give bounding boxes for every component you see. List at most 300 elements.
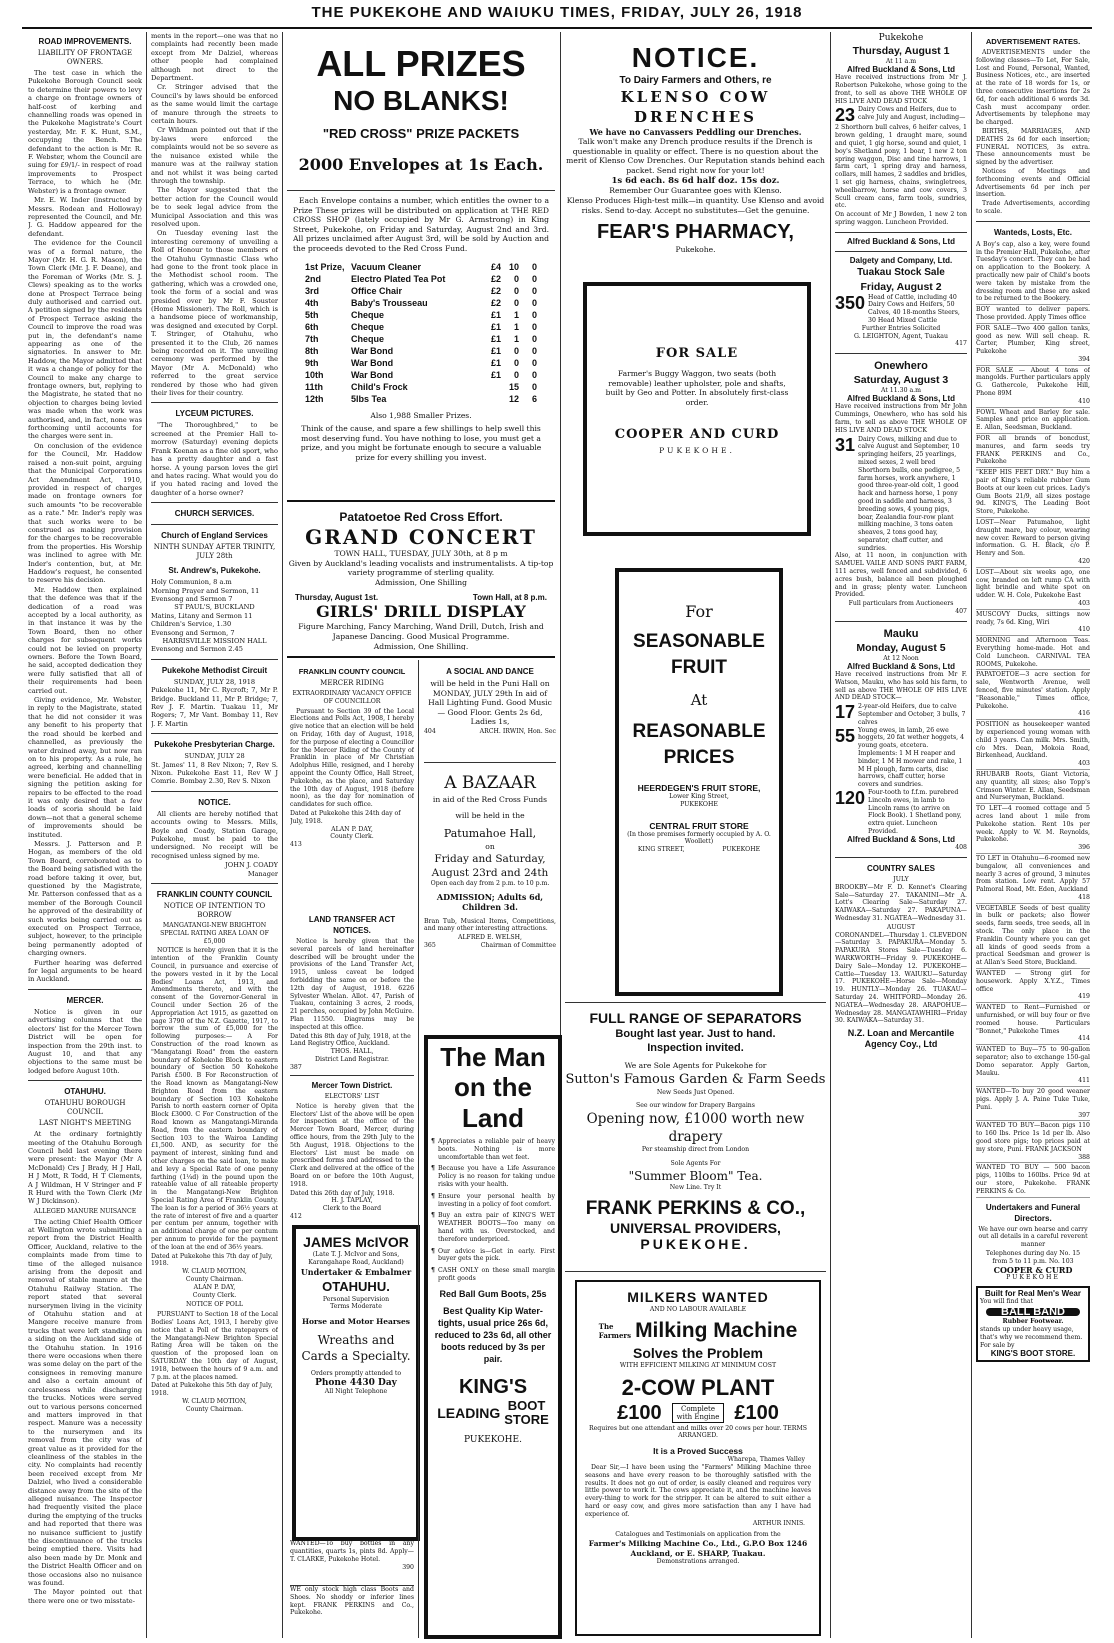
ballband-logo: BALL BAND xyxy=(986,1308,1080,1316)
article-paragraph: On conclusion of the evidence for the Council, Mr. Haddow raised a non-suit point, arguing that the Municipal Corporations Act Amendment Act, 1910, provided in respect of charges made on frontage owners for such amounts "to be recoverable as a rate." Mr. Inder's reply was that such works were to be construed as making provision for the charges to be recoverable from the properties. His Worship was inclined to agree with Mr. Inder's contention, but, at Mr. Haddow's request, he consented to reserve his decision. xyxy=(28,441,142,585)
milking-title: Milking Machine xyxy=(635,1318,798,1342)
article-paragraph: At the ordinary fortnightly meeting of the Otahuhu Borough Council held last evening there were present: the Mayor (Mr A McDonald) Crs J Brady, H J Hall, H J Mott, R Todd, H T Clements, A J Wildman, H V Stringer and F R Hurd with the Town Clerk (Mr W J Dickinson). xyxy=(28,1130,142,1206)
prizes-foot: Think of the cause, and spare a few shillings to help swell this most deserving fund. You have nothing to lose, you must get a prize, and you might be fortunate enough to secure a valuable prize for every shilling you invest. xyxy=(300,424,542,462)
prize-value-l: £2 xyxy=(490,297,501,308)
ad-number: 411 xyxy=(1078,1077,1090,1085)
franklin-subheading: MANGATANGI-NEW BRIGHTON SPECIAL RATING AREA LOAN OF £5,000 xyxy=(160,922,269,945)
divider xyxy=(976,221,1090,222)
pilcrow-icon: ¶ xyxy=(431,1247,435,1255)
milking-catalogue: Catalogues and Testimonials on application from the xyxy=(615,1531,781,1539)
klenso-guarantee: Remember Our Guarantee goes with Klenso. xyxy=(609,186,782,196)
franklin-signature: W. CLAUD MOTION, xyxy=(182,1268,247,1276)
drapery-steamship: Per steamship direct from London xyxy=(641,1146,750,1154)
forsale-firm: COOPER AND CURD xyxy=(614,427,780,443)
klenso-sub: To Dairy Farmers and Others, re xyxy=(619,75,772,86)
divider xyxy=(835,621,967,622)
man-points xyxy=(431,1138,555,1283)
prize-label xyxy=(305,285,402,297)
prize-row xyxy=(305,357,537,369)
mcivor-night: All Night Telephone xyxy=(324,1387,388,1395)
prize-value xyxy=(483,357,537,369)
prize-place: 6th xyxy=(305,321,319,332)
prize-value xyxy=(483,381,537,393)
ball-band-ad xyxy=(976,1286,1090,1362)
separators-line: Inspection invited. xyxy=(647,1042,744,1054)
prize-value-s: 10 xyxy=(508,261,519,272)
prize-place: 7th xyxy=(305,333,319,344)
classified-ad xyxy=(976,720,1090,770)
fruit-footer xyxy=(619,846,779,854)
article-paragraph: "The Thoroughbred," to be screened at the Premier Hall to-morrow (Saturday) evening depicts Frank Keenan as a fine old sport, who has a pretty daughter and a fast horse. A young parson loves the girl and hates racing. What would you do if you hated racing and loved the daughter of a horse owner? xyxy=(151,421,278,497)
prize-place: 12th xyxy=(305,393,324,404)
drapery-window: See our window for Drapery Bargains xyxy=(636,1102,755,1110)
pilcrow-icon: ¶ xyxy=(431,1212,435,1220)
man-point: Because you have a Life Assurance Policy is no reason for taking undue risks with your health. ¶ xyxy=(431,1165,555,1188)
article-paragraph: Mr. E. W. Inder (instructed by Messrs. Rodean and Holloway) represented the Council, and Mr. J. G. Haddow appeared for the defendant. xyxy=(28,196,142,238)
pharmacy-name: FEAR'S PHARMACY, xyxy=(597,221,794,244)
lot-description: 2-year-old Heifers, due to calve September and October, 3 bulls, 7 calves xyxy=(858,703,966,726)
poll-heading: NOTICE OF POLL xyxy=(185,1301,244,1309)
column-rule xyxy=(418,660,419,1638)
auction-lot xyxy=(835,294,967,325)
milking-letter-place: Wharepa, Thames Valley xyxy=(727,1456,805,1464)
land-transfer-sig: THOS. HALL, xyxy=(330,1048,374,1056)
prize-name: Vacuum Cleaner xyxy=(351,261,422,272)
sutton-seeds: Sutton's Famous Garden & Farm Seeds xyxy=(565,1071,826,1087)
auction-firm: Alfred Buckland & Sons, Ltd xyxy=(846,393,955,403)
article-paragraph: Messrs. J. Patterson and P. Hogan, as members of the old Town Board, corroborated as to the Board being satisfied with the road before taking it over, but, questioned by the Magistrate, Mr. Patterson confessed that as a member of the Borough Council he approved of the desirability of such works being carried out as executed on Prospect Terrace, subject, however, to the principle being permanently adopted of charging owners. xyxy=(28,839,142,958)
auction-day: Friday, August 2 xyxy=(860,280,942,293)
prize-label xyxy=(305,321,384,333)
divider xyxy=(287,656,555,658)
service-line: HARRISVILLE MISSION HALL xyxy=(162,636,267,645)
milkers-heading: MILKERS WANTED xyxy=(627,1289,769,1305)
prize-value-l: £1 xyxy=(490,357,501,368)
prizes-subtitle: "RED CROSS" PRIZE PACKETS xyxy=(322,126,520,141)
classified-text: TO LET—4 roomed cottage and 5 acres land about 1 mile from Pukekohe station. Rent 10s per week. Apply to W. M. Reynolds, Pukekohe. xyxy=(976,805,1090,844)
divider xyxy=(835,857,967,858)
classified-ad xyxy=(976,366,1090,408)
divider xyxy=(287,190,555,191)
milking-complete-box xyxy=(672,1403,725,1423)
prize-value-l: £1 xyxy=(490,369,501,380)
ad-number: 419 xyxy=(1078,993,1090,1001)
mcivor-terms: Terms Moderate xyxy=(330,1303,382,1311)
fruit-fruit: FRUIT xyxy=(671,657,727,678)
milking-price: £100 xyxy=(734,1401,779,1424)
prize-row xyxy=(305,369,537,381)
column-1 xyxy=(28,32,142,1638)
prize-value-d: 0 xyxy=(531,261,537,272)
mercer-electors-sub: ELECTORS' LIST xyxy=(324,1093,380,1100)
service-line: Evensong and Sermon 2.45 xyxy=(151,645,243,654)
boot-text: BOOT xyxy=(507,1397,546,1413)
prize-value-l: £1 xyxy=(490,321,501,332)
poll-role: County Chairman. xyxy=(185,1405,244,1413)
masthead: THE PUKEKOHE AND WAIUKU TIMES, FRIDAY, JULY 26, 1918 xyxy=(311,4,803,21)
auction-day: Thursday, August 1 xyxy=(852,45,950,57)
milking-plant: 2-COW PLANT xyxy=(621,1374,775,1400)
franklin-subheading: NOTICE OF INTENTION TO BORROW xyxy=(163,902,266,920)
mcivor-trade: Undertaker & Embalmer xyxy=(300,1266,412,1277)
wanteds-heading: Wanteds, Losts, Etc. xyxy=(994,227,1072,237)
prize-value-s: 1 xyxy=(513,321,519,332)
undertakers-phone: Telephones during day No. 15 xyxy=(985,1249,1081,1257)
classified-ad xyxy=(976,1163,1090,1197)
fruit-at: At xyxy=(690,691,708,709)
prize-place: 2nd xyxy=(305,273,322,284)
dalgety-name: Dalgety and Company, Ltd. xyxy=(849,256,953,266)
classified-text: WANTED to Buy—75 to 90-gallon separator; also to exchange 150-gal Domo separator. Apply Garton, Mauku. xyxy=(976,1046,1090,1077)
bazaar-line: in aid of the Red Cross Funds xyxy=(432,795,548,804)
engine-text: with Engine xyxy=(676,1413,720,1422)
forsale-body: Farmer's Buggy Waggon, two seats (both removable) leather upholster, pole and shafts, built by Geo and Potter. In absolutely first-class order. xyxy=(605,369,789,407)
prize-label xyxy=(305,309,384,321)
bazaar-place: Patumahoe Hall, xyxy=(443,827,537,841)
divider xyxy=(835,251,967,252)
land-transfer-notice xyxy=(290,910,414,1070)
man-title: Land xyxy=(461,1103,525,1133)
fruit-addr2: (In those premises formerly occupied by A. O. Woollett) xyxy=(627,830,771,846)
auction-instructions: Have received instructions from Mr John Cummings, Onewhero, who has sold his farm, to sell as above THE WHOLE OF HIS LIVE AND DEAD STOCK xyxy=(835,403,967,434)
prize-value-d: 0 xyxy=(531,381,537,392)
tea-bloom: "Summer Bloom" Tea. xyxy=(628,1168,763,1183)
franklin-text: NOTICE is hereby given that it is the intention of the Franklin County Council, in pursuance and exercise of the powers vested in it by the Local Bodies' Loans Act, 1913, and Amendments thereto, and with the consent of the Governor-General in Council under Section 26 of the Appropriation Act 1915, as gazetted on page 3790 of the N.Z. Gazette, 1917, to borrow the sum of £5,000 for the following purposes:— A For Construction of the road known as "Mangatangi Road" from the eastern boundary of Kohekohe Block to eastern boundary of Section 50 Kohekohe Parish £500. B For Reconstruction of the Road known as Mangatangi-New Brighton Road from the eastern boundary of Section 103 Kohekohe Parish to north eastern corner of Opita Block £3000. C For Construction of the Road known as Mangatangi-Miranda Road, from the eastern boundary of Section 103 to the Wairoa Landing £1,500. AND, as security for the payment of interest, sinking fund and other charges on the said loan, to make and levy a Special Rate of one penny farthing (1¼d) in the pound upon the rateable value of all rateable property in the Mangatangi-New Brighton Special Rating Area of Franklin County. The loan is for a period of 36½ years at the rate of interest of five and a quarter per centum per annum, together with an additional charge of one per centum per annum to provide for the payment of the loan at the end of 36½ years. xyxy=(151,947,278,1251)
fruit-town1: PUKEKOHE xyxy=(680,800,718,808)
prize-name: Baby's Trousseau xyxy=(351,297,428,308)
heading-church: CHURCH SERVICES. xyxy=(174,509,255,519)
prize-place: 3rd xyxy=(305,285,320,296)
mcivor-supervision: Personal Supervision xyxy=(322,1295,390,1303)
heading-st-andrews: St. Andrew's, Pukekohe. xyxy=(168,566,261,576)
store-text: STORE xyxy=(504,1411,549,1427)
mcivor-orders: Orders promptly attended to xyxy=(310,1370,402,1378)
classified-text: BOY wanted to deliver papers. Those provided. Apply Times office xyxy=(976,306,1090,321)
heading-cofe: Church of England Services xyxy=(161,531,268,541)
land-transfer-role: District Land Registrar. xyxy=(315,1055,389,1063)
auction-town: Onewhero xyxy=(874,360,928,373)
auction-town: Pukekohe xyxy=(878,33,924,43)
man-title: The Man xyxy=(440,1042,546,1072)
milking-company: Farmer's Milking Machine Co., Ltd., G.P.O Box 1246 Auckland, or E. SHARP, Tuakau. xyxy=(588,1539,808,1558)
ad-number: 410 xyxy=(1078,397,1090,405)
classified-text: MUSCOVY Ducks, sittings now ready, 7s 6d. King, Wiri xyxy=(976,610,1090,626)
prize-value-d: 0 xyxy=(531,333,537,344)
prize-value-l: £1 xyxy=(490,309,501,320)
classified-ad xyxy=(976,434,1090,468)
fruit-store2: CENTRAL FRUIT STORE xyxy=(649,820,749,831)
bazaar-line: will be held in the xyxy=(455,810,525,820)
pilcrow-icon: ¶ xyxy=(431,1267,435,1275)
klenso-notice: NOTICE. xyxy=(631,42,760,73)
subheading-liability: LIABILITY OF FRONTAGE OWNERS. xyxy=(37,49,133,66)
separators-line: Bought last year. Just to hand. xyxy=(615,1028,776,1040)
prize-value xyxy=(483,309,537,321)
poll-date: Dated at Pukekohe this 5th day of July, 1918. xyxy=(151,1382,273,1398)
fruit-town2: PUKEKOHE xyxy=(722,846,761,854)
mcivor-wreaths: Wreaths and Cards a Specialty. xyxy=(301,1333,411,1364)
classified-text: FOR all brands of boncdust, manures, and farm seeds try FRANK PERKINS and Co., Pukekohe xyxy=(976,435,1090,466)
ballband-heading: Built for Real Men's Wear xyxy=(985,1288,1081,1298)
concert-body: Given by Auckland's leading vocalists and instrumentalists. A tip-top variety programme of sterling quality. xyxy=(288,558,554,578)
milking-solves: Solves the Problem xyxy=(633,1344,763,1361)
classified-text: WANTED — Strong girl for housework. Apply X.Y.Z., Times office xyxy=(976,970,1090,993)
classified-ad xyxy=(976,610,1090,636)
rates-body: ADVERTISEMENTS under the following classes—To Let, For Sale, Lost and Found, Personal, Wanted, Business Notices, etc., are inserted at the rate of 18 words for 1s, or three consecutive insertions for 2s 6d, for each additional 6 words 3d. Cash must accompany order. Advertisements by telephone may be charged. xyxy=(976,49,1090,127)
classified-ad xyxy=(976,1087,1090,1121)
column-rule xyxy=(971,32,972,1638)
prize-value-s: 0 xyxy=(513,345,519,356)
ad-number: 408 xyxy=(955,844,967,852)
kip-offer: Best Quality Kip Water-tights, usual price 26s 6d, reduced to 23s 6d, all other boots reduced by 3s per pair. xyxy=(434,1305,552,1364)
sales-month: AUGUST xyxy=(886,923,916,931)
mcivor-phone: Phone 4430 Day xyxy=(315,1377,397,1388)
ad-number: 365 xyxy=(424,941,436,949)
ballband-body: stands up under heavy usage, that's why we recommend them. xyxy=(980,1326,1083,1341)
sales-list: BROOKBY—Mr F. D. Kennet's Clearing Sale—Saturday 27. TAKANINI—Mr A. Lott's Clearing Sale—Saturday 27. KAIWAKA—Saturday 27. PAKAPUNA—Wednesday 31. NGATEA—Wednesday 31. xyxy=(835,883,967,922)
lot-number: 55 xyxy=(835,725,856,746)
classified-ad xyxy=(976,854,1090,904)
prize-value-s: 0 xyxy=(513,273,519,284)
wanted-list xyxy=(976,240,1090,1198)
prize-place: 10th xyxy=(305,369,324,380)
ad-number: 403 xyxy=(1078,600,1090,607)
milking-title-pre xyxy=(599,1322,631,1340)
ad-number: 420 xyxy=(1078,558,1090,566)
undertakers-night: from 5 to 11 p.m. No. 103 xyxy=(992,1257,1074,1265)
prize-name: Electro Plated Tea Pot xyxy=(351,273,446,284)
prize-packets-ad xyxy=(287,36,555,496)
mercer-electors-role: Clerk to the Board xyxy=(322,1205,382,1213)
divider xyxy=(151,733,278,734)
kings-town: PUKEKOHE. xyxy=(464,1434,522,1445)
article-paragraph: Notice is given in our advertising columns that the electors' list for the Mercer Town District will be open for inspection from the 29th inst. to August 10, and that any objections to the same must be lodged before August 10th. xyxy=(28,1007,142,1075)
drill-place: Town Hall, at 8 p.m. xyxy=(472,593,547,603)
article-paragraph: The Mayor pointed out that there were one or two misstate- xyxy=(28,1588,142,1605)
prize-value-d: 0 xyxy=(531,273,537,284)
auction-also: Also, at 11 noon, in conjunction with SAMUEL VAILE AND SONS PART FARM, 111 acres, well fenced and subdivided, 6 acres bush, balance all been ploughed and in grass; plenty water. Luncheon Provided. xyxy=(835,552,967,599)
prize-place: 11th xyxy=(305,381,324,392)
classified-text: FOWL Wheat and Barley for sale. Samples and price on application. E. Allan, Seedsman, Buckland. xyxy=(976,408,1090,432)
sutton-agents: We are Sole Agents for Pukekohe for xyxy=(624,1061,767,1070)
undertakers-body: We have our own hearse and carry out all details in a careful reverent manner xyxy=(978,1225,1088,1249)
service-line: Morning Prayer and Sermon, 11 xyxy=(151,586,260,595)
prize-label xyxy=(305,381,408,393)
lot-number: 23 xyxy=(835,105,856,126)
prize-label xyxy=(305,261,421,273)
column-2 xyxy=(151,32,278,1638)
auction-firm: Alfred Buckland & Sons, Ltd xyxy=(846,236,955,246)
prize-name: 5lbs Tea xyxy=(351,393,387,404)
prize-value-d: 0 xyxy=(531,285,537,296)
presbyterian-services: St. James' 11, 8 Rev Nixon; 7, Rev S. Nixon. Pukekohe East 11, Rev W J Comrie. Bombay 2.30, Rev S. Nixon xyxy=(151,760,278,786)
fruit-prices: PRICES xyxy=(663,747,735,768)
divider xyxy=(151,524,278,525)
mercer-riding-heading: FRANKLIN COUNTY COUNCIL xyxy=(298,667,406,676)
bazaar-admission: ADMISSION; Adults 6d, Children 3d. xyxy=(436,891,544,912)
auction-time: At 11 a.m xyxy=(885,58,917,65)
tuakau-sale: Tuakau Stock Sale xyxy=(857,266,945,278)
prize-label xyxy=(305,273,445,285)
pilcrow-icon: ¶ xyxy=(431,1165,435,1173)
heading-otahuhu: OTAHUHU. xyxy=(64,1087,106,1097)
service-line: ST PAUL'S, BUCKLAND xyxy=(174,603,255,612)
ad-number: 396 xyxy=(1078,844,1090,852)
presbyterian-date: SUNDAY, JULY 28 xyxy=(184,752,245,761)
prize-name: Cheque xyxy=(351,309,385,320)
milking-letter-sig: ARTHUR INNIS. xyxy=(752,1519,805,1527)
lot-description: Head of Cattle, including 40 Dairy Cows and Heifers, 50 Calves, 40 18-months Steers, 30 Head Mixed Cattle xyxy=(868,293,960,324)
subheading-council: OTAHUHU BOROUGH COUNCIL xyxy=(44,1099,126,1117)
classified-ad xyxy=(976,904,1090,969)
divider xyxy=(151,502,278,503)
prize-value xyxy=(483,285,537,297)
column-rule xyxy=(282,32,283,1638)
divider xyxy=(835,353,967,354)
prize-name: War Bond xyxy=(351,369,394,380)
classified-ad xyxy=(976,240,1090,305)
buggy-for-sale-ad xyxy=(583,282,811,536)
prize-value xyxy=(483,273,537,285)
mcivor-hearses: Horse and Motor Hearses xyxy=(301,1317,411,1327)
classified-text: FOR SALE—Two 400 gallon tanks, good as new. Will sell cheap. R. Carter, Plumber, King street, Pukekohe xyxy=(976,324,1090,356)
wanted-bottles-ad xyxy=(290,1540,414,1580)
prize-row xyxy=(305,261,537,273)
classified-ad xyxy=(976,804,1090,854)
methodist-services: Pukekohe 11, Mr C. Rycroft; 7, Mr P. Bridge. Buckland 11, Mr P. Bridge; 7, Rev J. F. Martin. Tuakau 11, Mr Rogers; 7, Mr Vant. Bombay 11, Rev J. F. Martin xyxy=(151,686,278,728)
ballband-find: You will find that xyxy=(980,1298,1034,1306)
prize-label xyxy=(305,333,384,345)
mcivor-late: (Late T. J. McIvor and Sons, Karangahape Road, Auckland) xyxy=(308,1251,404,1266)
mercer-electors-heading: Mercer Town District. xyxy=(311,1081,393,1090)
pilcrow-icon: ¶ xyxy=(431,1192,435,1200)
social-footer xyxy=(424,728,556,736)
lot-number: 350 xyxy=(835,292,866,313)
boot-store-stack xyxy=(504,1399,549,1427)
auctions-column xyxy=(835,32,967,1638)
classified-ad xyxy=(976,1121,1090,1163)
prize-value xyxy=(483,333,537,345)
undertakers-heading: Undertakers and Funeral Directors. xyxy=(985,1202,1081,1223)
forsale-town: PUKEKOHE. xyxy=(659,446,735,456)
divider xyxy=(28,989,142,990)
fruit-seasonable: SEASONABLE xyxy=(633,631,765,652)
prize-value xyxy=(483,369,537,381)
divider xyxy=(151,402,278,403)
mercer-electors-notice xyxy=(290,1075,414,1221)
prize-value xyxy=(483,321,537,333)
notice-signature: JOHN J. COADY xyxy=(225,861,278,870)
mcivor-name: JAMES McIVOR xyxy=(303,1234,409,1250)
ad-number: 388 xyxy=(1078,1153,1090,1161)
prize-value-s: 0 xyxy=(513,357,519,368)
cofe-date: NINTH SUNDAY AFTER TRINITY, JULY 28th xyxy=(153,543,276,561)
fruit-for: For xyxy=(685,602,713,621)
prize-value-d: 0 xyxy=(531,345,537,356)
auction-list: 2 Shorthorn bull calves, 6 heifer calves, 1 brown gelding, 1 draught mare, sound and quiet, 1 gig horse, sound and quiet, 1 boy's Shetland pony, 1 boar, 1 new 2 ton spring waggon, Disc and tine harrows, 1 farm cart, 1 spring dray and harness, collars, mill hames, 2 saddles and bridles, 1 set gig harness, chains, swingletrees, wheelbarrow, horse and cow covers, 3 Scull cream cans, farm tools, sundries, etc. xyxy=(835,124,967,210)
ad-number: 397 xyxy=(1078,1111,1090,1119)
article-paragraph: Further hearing was deferred for legal arguments to be heard in Auckland. xyxy=(28,958,142,984)
complete-text: Complete xyxy=(680,1405,715,1414)
heading-franklin-council: FRANKLIN COUNTY COUNCIL xyxy=(156,890,273,900)
prize-label xyxy=(305,297,428,309)
classifieds-column xyxy=(976,32,1090,1638)
prize-value-d: 0 xyxy=(531,357,537,368)
franklin-role: County Chairman. xyxy=(185,1275,244,1283)
perkins-town: PUKEKOHE. xyxy=(640,1235,751,1252)
prize-value xyxy=(483,261,537,273)
milking-proven: It is a Proved Success xyxy=(653,1446,743,1457)
article-paragraph: The test case in which the Pukekohe Borough Council seek to determine their powers to levy a charge on frontage owners of half-cost of kerbing and channelling roads was opened in the Pukekohe Magistrate's Court yesterday, Mr. F. K. Hunt, S.M., occupying the Bench. The defendant to the action is Mr. R. F. Webster, whom the Council are suing for £9/1/- in respect of road improvements to Prospect Terrace, to which he (Mr. Webster) is a frontage owner. xyxy=(28,69,142,195)
boots-notice-text: WE only stock high class Boots and Shoes. No shoddy or inferior lines kept. FRANK PERKINS and Co., Pukekohe. xyxy=(290,1586,414,1617)
heading-presbyterian: Pukekohe Presbyterian Charge. xyxy=(154,740,275,750)
prize-name: War Bond xyxy=(351,357,394,368)
klenso-line: We have no Canvassers Peddling our Drenches. xyxy=(589,127,802,137)
classified-ad xyxy=(976,1045,1090,1087)
bazaar-body: Bran Tub, Musical Items, Competitions, and many other interesting attractions. xyxy=(424,917,556,933)
prizes-title-2: NO BLANKS! xyxy=(333,85,509,116)
article-paragraph: Cr. Stringer advised that the Council's by laws should be enforced as the same would limit the cartage of manure through the streets to certain hours. xyxy=(151,83,278,126)
auction-day: Monday, August 5 xyxy=(856,641,946,654)
auction-time: At 11.30 a.m xyxy=(880,387,922,395)
auction-time: At 12 Noon xyxy=(883,654,919,662)
undertakers-ad xyxy=(976,1202,1090,1282)
perkins-name: FRANK PERKINS & CO., xyxy=(585,1197,806,1219)
ad-number: 412 xyxy=(290,1212,302,1220)
milking-letter: Dear Sir,—I have been using the "Farmers" Milking Machine three seasons and have every reason to be thoroughly satisfied with the results. It does not go out of order, is easily cleaned and requires very little power to work it. The cows appreciate it, and the machine leaves every-thing to work for the stripper. It can be altered to suit either a hard or easy cow, and gives more satisfaction than any I have had experience of. xyxy=(585,1463,811,1518)
sales-month: JULY xyxy=(893,876,909,883)
classified-text: MORNING and Afternoon Teas. Everything home-made. Hot and Cold Luncheon. CARNIVAL TEA ROOMS, Pukekohe. xyxy=(976,637,1090,668)
notice-role: Manager xyxy=(247,869,278,878)
bazaar-open: Open each day from 2 p.m. to 10 p.m. xyxy=(430,879,550,887)
franklin-role: County Clerk. xyxy=(192,1291,237,1299)
article-paragraph: The Mayor suggested that the better action for the Council would be to seek legal advice from the Municipal Association and this was resolved upon. xyxy=(151,186,278,228)
divider xyxy=(151,791,278,792)
klenso-title: KLENSO COW DRENCHES xyxy=(620,88,771,126)
land-transfer-heading: LAND TRANSFER ACT NOTICES. xyxy=(308,915,396,935)
prize-name: Office Chair xyxy=(351,285,403,296)
auction-lot xyxy=(835,106,967,124)
ballband-sale: For sale by xyxy=(980,1341,1015,1349)
auction-town: Mauku xyxy=(883,627,919,640)
auction-firm: Alfred Buckland & Sons, Ltd xyxy=(846,64,955,74)
mercer-riding-sub2: EXTRAORDINARY VACANCY OFFICE OF COUNCILLOR xyxy=(292,690,412,705)
classified-ad xyxy=(976,324,1090,366)
classified-ad xyxy=(976,969,1090,1003)
franklin-signature: ALAN P. DAY, xyxy=(193,1283,236,1291)
mercer-electors-date: Dated this 26th day of July, 1918. xyxy=(290,1189,395,1197)
klenso-prices: 1s 6d each. 8s 6d half doz. 15s doz. xyxy=(611,176,780,187)
prize-row xyxy=(305,285,537,297)
prize-place: 5th xyxy=(305,309,319,320)
mercer-riding-sig: ALAN P. DAY, xyxy=(331,825,373,833)
prizes-body: Each Envelope contains a number, which entitles the owner to a Prize These prizes will be distributed on application at THE RED CROSS SHOP (lately occupied by Mr G. Armstrong) in King Street, Pukekohe, on Friday and Saturday, August 2nd and 3rd. All prizes unclaimed after August 3rd, will be sold by Auction and the proceeds devoted to the Red Cross Fund. xyxy=(293,196,549,253)
auction-full: Full particulars from Auctioneers xyxy=(848,600,954,608)
sales-list: CORONANDEL—Thursday 1. CLEVEDON—Saturday 3. PAPAKURA—Monday 5. PAPAKURA Stores Sale—Tuesday 6. WARKWORTH—Friday 9. PUKEKOHE—Dairy Sale—Monday 12. PUKEKOHE—Cattle—Tuesday 13. WAIUKU—Saturday 17. PUKEKOHE—Horse Sale—Monday 19. HUNTLY—Monday 26. TUAKAU—Saturday 24. WHITFORD—Monday 26. NGATEA—Wednesday 28. ARAPOHUE—Wednesday 28. MANGATAWHIRI—Friday 30. KAIWAKA—Saturday 31. xyxy=(835,931,967,1025)
forsale-heading: FOR SALE xyxy=(655,346,739,361)
prize-value xyxy=(483,393,537,405)
classified-text: FOR SALE — About 4 tons of mangolds. Further particulars apply G. Gathercole, Pukekohe Hill, Phone 89M xyxy=(976,366,1090,398)
prize-label xyxy=(305,369,393,381)
land-transfer-body: Notice is hereby given that the several parcels of land hereinafter described will be brought under the provisions of the Land Transfer Act, 1915, unless caveat be lodged forbidding the same on or before the 12th day of August, 1918. 6226 Sylvester Whelan. Allot. 47, Parish of Tuakau, containing 3 acres, 2 roods, 21 perches, occupied by John McGuire. Plan 11550. Diagrams may be inspected at this office. xyxy=(290,938,414,1031)
prize-value-l: £2 xyxy=(490,285,501,296)
prizes-envelopes: 2000 Envelopes at 1s Each. xyxy=(298,155,544,174)
fruit-store1: HEERDEGEN'S FRUIT STORE, xyxy=(637,783,761,793)
concert-title: GRAND CONCERT xyxy=(305,525,537,549)
classified-ad xyxy=(976,518,1090,568)
prize-label xyxy=(305,393,386,405)
prize-label xyxy=(305,357,393,369)
